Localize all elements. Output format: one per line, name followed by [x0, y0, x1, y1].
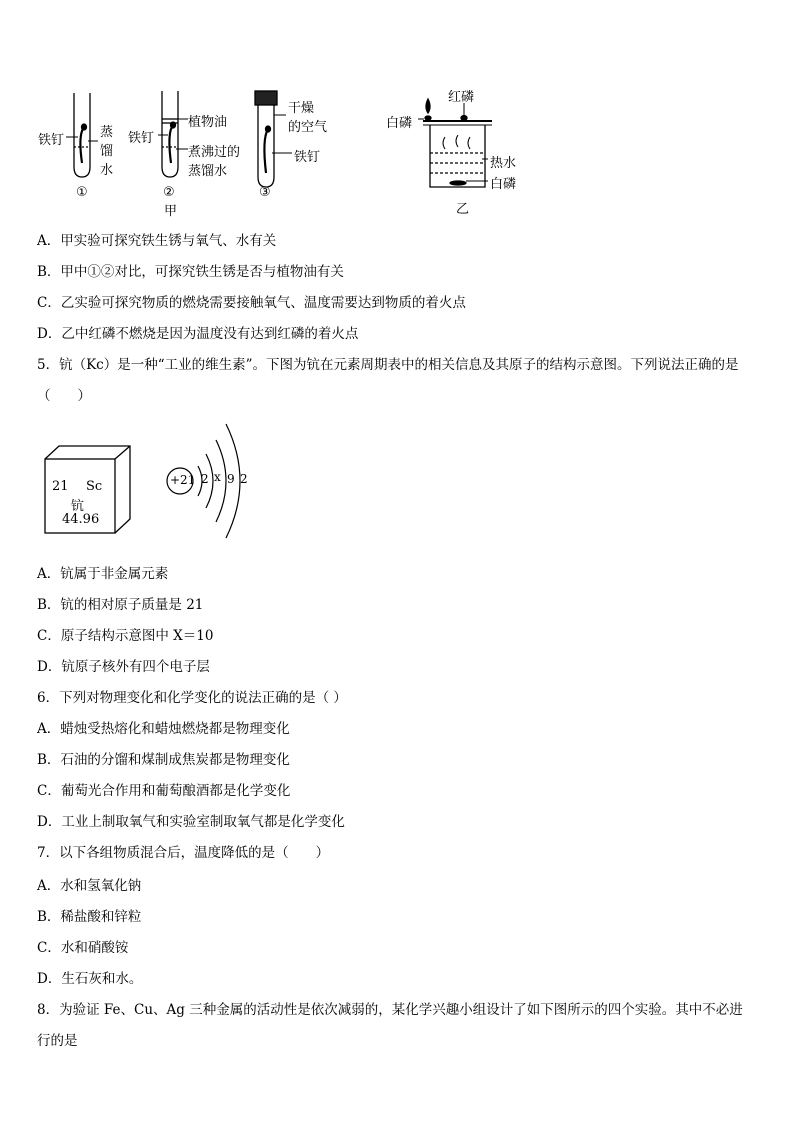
beaker-red-phosphorus: 红磷 [448, 90, 475, 105]
test-tube-3 [255, 91, 292, 187]
tube2-nail-label: 铁钉 [128, 131, 155, 146]
tube1-water-label-3: 水 [100, 163, 114, 178]
q5-stem-line2: （ ） [37, 388, 91, 404]
q4-option-c: C．乙实验可探究物质的燃烧需要接触氧气、温度需要达到物质的着火点 [37, 295, 466, 311]
test-tube-1 [66, 93, 98, 177]
q6-option-c: C．葡萄光合作用和葡萄酿酒都是化学变化 [37, 783, 291, 799]
atom-shell-1: 2 [201, 472, 209, 486]
q7-option-a: A．水和氢氧化钠 [37, 878, 142, 894]
q6-option-d: D．工业上制取氧气和实验室制取氧气都是化学变化 [37, 814, 345, 830]
q5-option-c: C．原子结构示意图中 X＝10 [37, 628, 214, 644]
tube2-oil-label: 植物油 [188, 115, 228, 130]
q5-option-b: B．钪的相对原子质量是 21 [37, 597, 204, 613]
atom-nucleus-charge: +21 [170, 473, 196, 487]
tube2-water-label-1: 煮沸过的 [188, 145, 241, 160]
beaker-white-phosphorus-bottom: 白磷 [490, 177, 517, 192]
atom-shell-3: 9 [227, 472, 235, 486]
q5-option-a: A．钪属于非金属元素 [37, 566, 169, 582]
beaker-white-phosphorus-top: 白磷 [386, 116, 413, 131]
tube2-number: ② [163, 185, 175, 200]
tube3-number: ③ [259, 185, 271, 200]
q7-option-c: C．水和硝酸铵 [37, 940, 129, 956]
element-name: 钪 [71, 499, 85, 514]
tube1-number: ① [76, 185, 88, 200]
tube1-nail-label: 铁钉 [38, 133, 65, 148]
q7-stem: 7．以下各组物质混合后，温度降低的是（ ） [37, 845, 330, 861]
atom-structure-diagram [164, 420, 264, 540]
q7-option-d: D．生石灰和水。 [37, 971, 143, 987]
test-tube-2 [158, 91, 188, 177]
tube3-air-label-1: 干燥 [288, 101, 315, 116]
q4-option-b: B．甲中①②对比，可探究铁生锈是否与植物油有关 [37, 264, 344, 280]
q5-stem-line1: 5．钪（Kc）是一种“工业的维生素”。下图为钪在元素周期表中的相关信息及其原子的结构示意图。下列说法正确的是 [37, 357, 739, 373]
q8-stem-line2: 行的是 [37, 1033, 78, 1049]
element-symbol: Sc [86, 479, 103, 494]
q8-stem-line1: 8．为验证 Fe、Cu、Ag 三种金属的活动性是依次减弱的，某化学兴趣小组设计了如下图所示的四个实验。其中不必进 [37, 1002, 743, 1018]
tube2-water-label-2: 蒸馏水 [188, 164, 228, 179]
q6-option-a: A．蜡烛受热熔化和蜡烛燃烧都是物理变化 [37, 721, 290, 737]
atom-shell-4: 2 [240, 472, 248, 486]
element-mass: 44.96 [62, 512, 100, 527]
beaker [418, 99, 492, 187]
tube1-water-label-2: 馏 [100, 144, 114, 159]
tube3-air-label-2: 的空气 [288, 120, 328, 135]
beaker-hot-water: 热水 [490, 156, 517, 171]
experiment-figure [30, 85, 530, 220]
atom-shell-2: x [214, 470, 221, 484]
tube1-water-label-1: 蒸 [100, 125, 114, 140]
q4-option-d: D．乙中红磷不燃烧是因为温度没有达到红磷的着火点 [37, 326, 359, 342]
q5-option-d: D．钪原子核外有四个电子层 [37, 659, 210, 675]
group-yi-label: 乙 [456, 202, 470, 217]
group-jia-label: 甲 [164, 204, 178, 219]
q4-option-a: A．甲实验可探究铁生锈与氧气、水有关 [37, 233, 277, 249]
q6-stem: 6．下列对物理变化和化学变化的说法正确的是（ ） [37, 690, 347, 706]
element-number: 21 [52, 479, 69, 494]
q7-option-b: B．稀盐酸和锌粒 [37, 909, 142, 925]
q6-option-b: B．石油的分馏和煤制成焦炭都是物理变化 [37, 752, 290, 768]
element-card [44, 445, 134, 535]
tube3-nail-label: 铁钉 [294, 150, 321, 165]
